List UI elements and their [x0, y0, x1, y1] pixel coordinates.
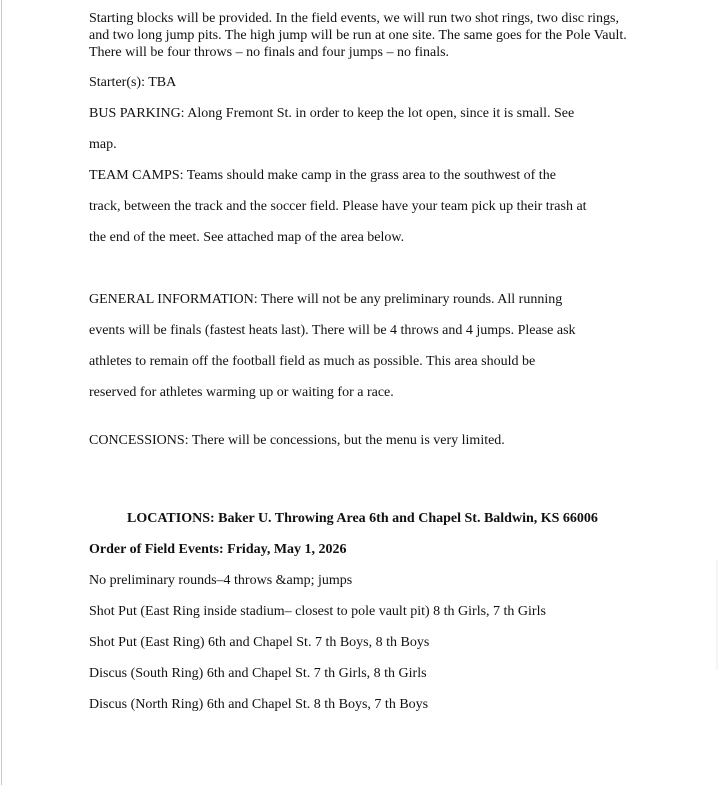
list-item: Shot Put (East Ring) 6th and Chapel St. 7 th Boys, 8 th Boys	[89, 635, 430, 650]
text-line: Starting blocks will be provided. In the field events, we will run two shot rings, two disc rings,	[89, 11, 619, 26]
list-item: Discus (South Ring) 6th and Chapel St. 7 th Girls, 8 th Girls	[89, 666, 427, 681]
paragraph-concessions: CONCESSIONS: There will be concessions, but the menu is very limited.	[89, 433, 505, 448]
order-heading: Order of Field Events: Friday, May 1, 2026	[89, 542, 347, 557]
paragraph-starter: Starter(s): TBA	[89, 75, 177, 90]
text-line: There will be four throws – no finals and four jumps – no finals.	[89, 45, 450, 60]
list-item: Shot Put (East Ring inside stadium– closest to pole vault pit) 8 th Girls, 7 th Girls	[89, 604, 546, 619]
text-line: events will be finals (fastest heats last). There will be 4 throws and 4 jumps. Please ask	[89, 323, 576, 338]
text-line: athletes to remain off the football field as much as possible. This area should be	[89, 354, 536, 369]
text-line: reserved for athletes warming up or waiting for a race.	[89, 385, 394, 400]
text-line: the end of the meet. See attached map of the area below.	[89, 230, 405, 245]
paragraph-team-camps	[89, 160, 659, 253]
text-line: GENERAL INFORMATION: There will not be any preliminary rounds. All running	[89, 292, 563, 307]
paragraph-starting-blocks	[89, 10, 659, 61]
list-item: No preliminary rounds–4 throws &amp; jumps	[89, 573, 353, 588]
text-line: and two long jump pits. The high jump will be run at one site. The same goes for the Pole Vault.	[89, 28, 627, 43]
text-line: TEAM CAMPS: Teams should make camp in the grass area to the southwest of the	[89, 168, 556, 183]
text-line: BUS PARKING: Along Fremont St. in order to keep the lot open, since it is small. See	[89, 106, 575, 121]
text-line: track, between the track and the soccer field. Please have your team pick up their trash at	[89, 199, 587, 214]
text-line: map.	[89, 137, 117, 152]
paragraph-general-information	[89, 284, 659, 408]
field-events-list	[89, 565, 659, 720]
page-left-edge	[1, 0, 2, 785]
document-body	[89, 10, 659, 720]
paragraph-bus-parking	[89, 98, 659, 160]
list-item: Discus (North Ring) 6th and Chapel St. 8 th Boys, 7 th Boys	[89, 697, 429, 712]
locations-heading: LOCATIONS: Baker U. Throwing Area 6th and Chapel St. Baldwin, KS 66006	[127, 511, 598, 526]
